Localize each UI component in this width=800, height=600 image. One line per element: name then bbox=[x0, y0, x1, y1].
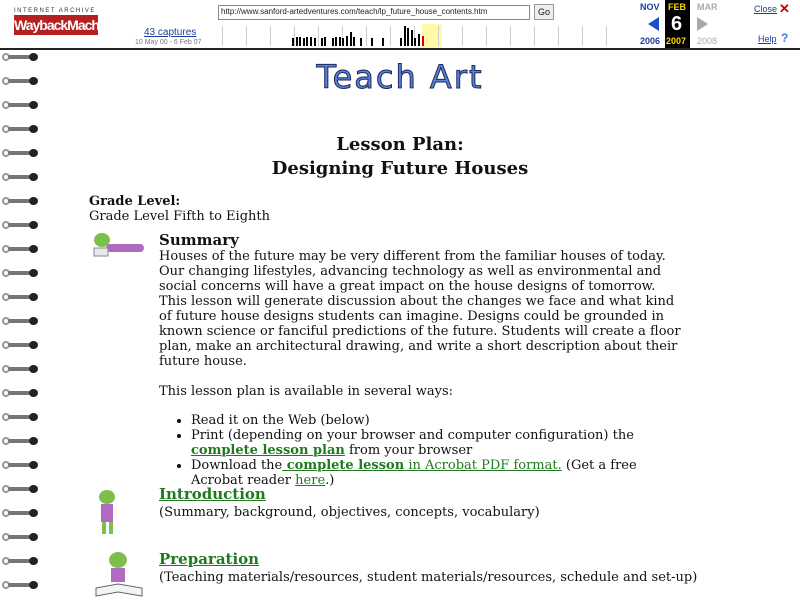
pdf-format-link[interactable]: in Acrobat PDF format. bbox=[404, 458, 562, 473]
spiral-ring bbox=[2, 52, 42, 62]
introduction-link[interactable]: Introduction bbox=[159, 485, 266, 503]
help-icon[interactable]: ? bbox=[781, 31, 789, 45]
capture-bar[interactable] bbox=[418, 34, 420, 46]
availability-list bbox=[159, 413, 684, 488]
capture-range: 10 May 00 - 6 Feb 07 bbox=[135, 39, 202, 46]
summary-text: Houses of the future may be very different from the familiar houses of today. Our changing lifestyles, advancing technology as well as environmental and social concerns will have a great impact on the house designs of tomorrow. This lesson will generate discussion about the changes we face and what kind of future house designs students can imagine. Designs could be grounded in known science or fanciful predictions of the future. Students will create a floor plan, make an architectural drawing, and write a short description about their future house. bbox=[159, 249, 681, 369]
wayback-logo[interactable]: WaybackMachine bbox=[14, 17, 117, 33]
summary-section bbox=[159, 231, 684, 488]
spiral-ring bbox=[2, 460, 42, 470]
prev-month[interactable]: NOV bbox=[640, 2, 660, 12]
capture-bar[interactable] bbox=[299, 37, 301, 46]
timeline-year-divider bbox=[390, 26, 391, 46]
title-line-1: Lesson Plan: bbox=[336, 134, 464, 155]
capture-bar[interactable] bbox=[314, 38, 316, 46]
spiral-ring bbox=[2, 172, 42, 182]
availability-text: This lesson plan is available in several ways: bbox=[159, 384, 454, 399]
timeline-year-divider bbox=[246, 26, 247, 46]
list-item bbox=[191, 458, 684, 488]
capture-bar[interactable] bbox=[411, 30, 413, 46]
current-month: FEB bbox=[668, 2, 686, 12]
print-text: Print (depending on your browser and computer configuration) the bbox=[191, 428, 634, 443]
captures-link[interactable]: 43 captures bbox=[144, 27, 197, 38]
preparation-link[interactable]: Preparation bbox=[159, 550, 260, 568]
go-button[interactable]: Go bbox=[534, 4, 554, 20]
wayback-logo-top: INTERNET ARCHIVE bbox=[14, 8, 96, 14]
preparation-section bbox=[159, 551, 697, 586]
timeline-year-divider bbox=[438, 26, 439, 46]
help-link[interactable]: Help bbox=[758, 34, 777, 44]
capture-bar[interactable] bbox=[400, 38, 402, 46]
title-line-2: Designing Future Houses bbox=[271, 158, 529, 179]
wayback-toolbar bbox=[0, 0, 800, 50]
prev-year[interactable]: 2006 bbox=[640, 36, 661, 46]
summary-heading: Summary bbox=[159, 231, 239, 249]
capture-timeline[interactable] bbox=[222, 24, 630, 48]
capture-bar[interactable] bbox=[324, 37, 326, 46]
introduction-section bbox=[159, 486, 540, 521]
timeline-year-divider bbox=[366, 26, 367, 46]
grade-value: Grade Level Fifth to Eighth bbox=[89, 209, 270, 224]
spiral-ring bbox=[2, 220, 42, 230]
timeline-year-divider bbox=[462, 26, 463, 46]
timeline-year-divider bbox=[270, 26, 271, 46]
list-item bbox=[191, 413, 684, 428]
timeline-year-divider bbox=[510, 26, 511, 46]
timeline-year-divider bbox=[222, 26, 223, 46]
acrobat-text: (Get a free Acrobat reader bbox=[191, 458, 637, 488]
site-title: Teach Art bbox=[316, 58, 484, 96]
read-web-text: Read it on the Web (below) bbox=[191, 413, 370, 428]
capture-bar[interactable] bbox=[350, 32, 352, 46]
complete-lesson-plan-link[interactable]: complete lesson plan bbox=[191, 443, 345, 458]
capture-bar[interactable] bbox=[339, 37, 341, 46]
spiral-ring bbox=[2, 76, 42, 86]
capture-bar[interactable] bbox=[306, 37, 308, 46]
spiral-ring bbox=[2, 484, 42, 494]
capture-bar[interactable] bbox=[382, 38, 384, 46]
capture-bar[interactable] bbox=[321, 38, 323, 46]
current-day: 6 bbox=[671, 13, 683, 35]
acrobat-here-link[interactable]: here bbox=[295, 473, 326, 488]
download-text: Download the bbox=[191, 458, 283, 473]
timeline-year-divider bbox=[558, 26, 559, 46]
timeline-year-divider bbox=[582, 26, 583, 46]
preparation-desc: (Teaching materials/resources, student materials/resources, schedule and set-up) bbox=[159, 570, 698, 585]
introduction-desc: (Summary, background, objectives, concepts, vocabulary) bbox=[159, 505, 540, 520]
spiral-ring bbox=[2, 124, 42, 134]
spiral-ring bbox=[2, 148, 42, 158]
next-year: 2008 bbox=[697, 36, 718, 46]
print-text-end: from your browser bbox=[344, 443, 473, 458]
url-input[interactable]: http://www.sanford-artedventures.com/teach/lp_future_house_contents.htm bbox=[218, 5, 530, 20]
capture-bar[interactable] bbox=[310, 37, 312, 46]
spiral-ring bbox=[2, 556, 42, 566]
spiral-ring bbox=[2, 268, 42, 278]
spiral-ring bbox=[2, 244, 42, 254]
capture-bar[interactable] bbox=[292, 38, 294, 46]
standing-character-icon bbox=[92, 488, 122, 538]
page-title bbox=[200, 133, 600, 181]
timeline-year-divider bbox=[534, 26, 535, 46]
capture-bar[interactable] bbox=[353, 37, 355, 46]
timeline-year-divider bbox=[606, 26, 607, 46]
capture-bar[interactable] bbox=[335, 37, 337, 46]
timeline-year-divider bbox=[486, 26, 487, 46]
spiral-ring bbox=[2, 292, 42, 302]
grade-label: Grade Level: bbox=[89, 194, 181, 209]
download-text-end: .) bbox=[325, 473, 335, 488]
spiral-ring bbox=[2, 364, 42, 374]
capture-bar[interactable] bbox=[371, 38, 373, 46]
spiral-ring bbox=[2, 580, 42, 590]
current-date bbox=[665, 0, 690, 48]
prev-arrow-icon[interactable] bbox=[648, 17, 659, 31]
capture-bar[interactable] bbox=[360, 38, 362, 46]
capture-bar[interactable] bbox=[407, 28, 409, 46]
spiral-ring bbox=[2, 196, 42, 206]
next-arrow-icon bbox=[697, 17, 708, 31]
close-icon[interactable]: ✕ bbox=[779, 1, 790, 16]
capture-bar[interactable] bbox=[296, 37, 298, 46]
spiral-ring bbox=[2, 508, 42, 518]
next-month: MAR bbox=[697, 2, 718, 12]
spiral-ring bbox=[2, 316, 42, 326]
current-capture-highlight bbox=[422, 24, 442, 48]
capture-bar[interactable] bbox=[303, 38, 305, 46]
book-character-icon bbox=[92, 550, 148, 600]
capture-bar[interactable] bbox=[404, 26, 406, 46]
complete-lesson-pdf-link[interactable]: complete lesson bbox=[282, 458, 405, 473]
capture-bar[interactable] bbox=[346, 36, 348, 46]
spiral-ring bbox=[2, 340, 42, 350]
spiral-ring bbox=[2, 388, 42, 398]
capture-bar[interactable] bbox=[332, 38, 334, 46]
spiral-ring bbox=[2, 412, 42, 422]
grade-level bbox=[89, 194, 270, 224]
spiral-ring bbox=[2, 532, 42, 542]
capture-bar[interactable] bbox=[414, 38, 416, 46]
capture-bar[interactable] bbox=[422, 36, 424, 46]
close-link[interactable]: Close bbox=[754, 4, 778, 14]
current-year: 2007 bbox=[666, 36, 687, 46]
spiral-ring bbox=[2, 436, 42, 446]
capture-bar[interactable] bbox=[342, 38, 344, 46]
list-item bbox=[191, 428, 684, 458]
spiral-ring bbox=[2, 100, 42, 110]
timeline-year-divider bbox=[318, 26, 319, 46]
reading-character-icon bbox=[88, 230, 152, 260]
